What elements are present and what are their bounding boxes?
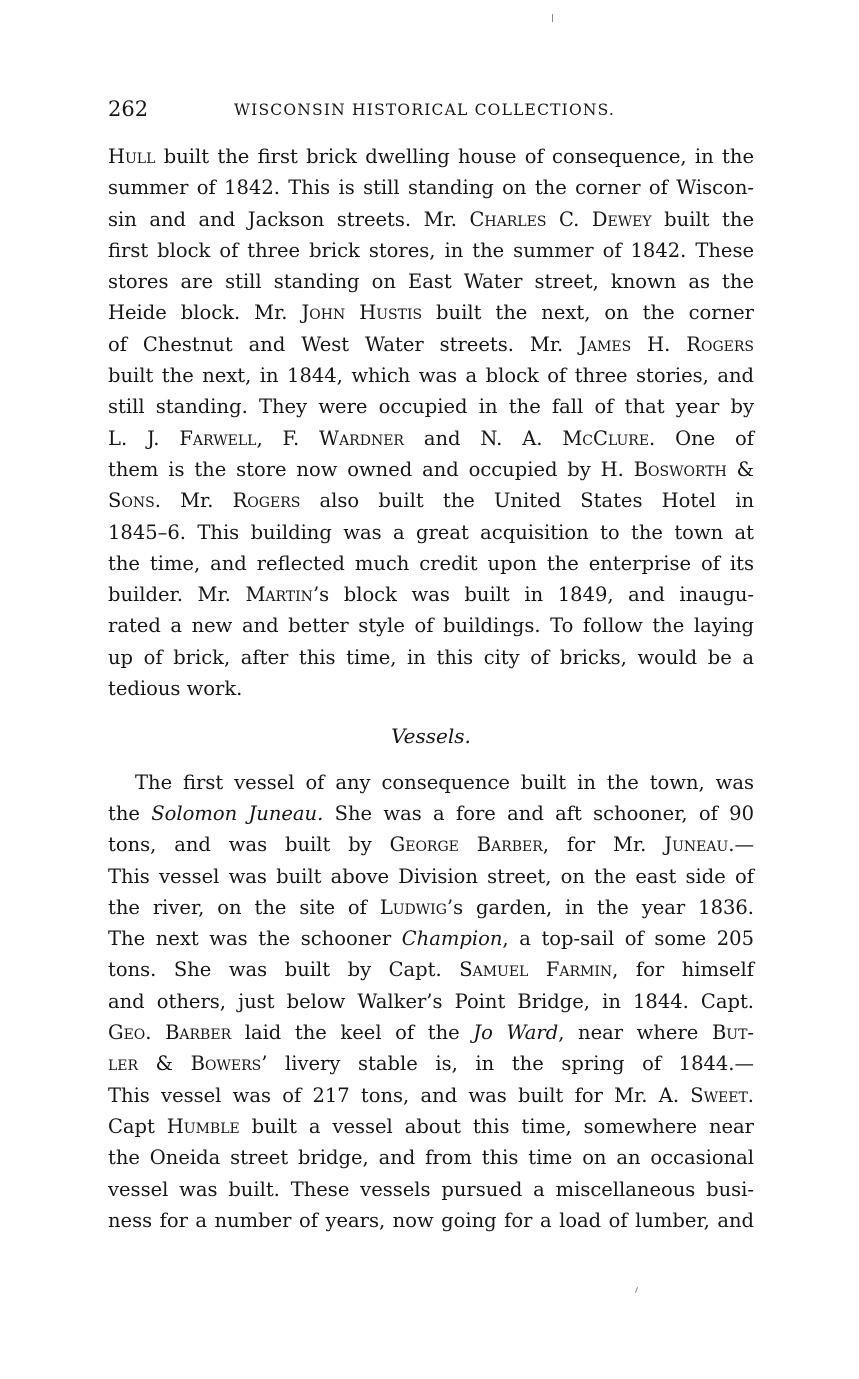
text-run: tons, and was built by bbox=[108, 833, 390, 857]
text-run: the Oneida street bridge, and from this time on an occasional bbox=[108, 1146, 754, 1170]
text-run: stores are still standing on East Water street, known as the bbox=[108, 270, 754, 294]
small-caps-name: But- bbox=[711, 1021, 755, 1045]
text-run: and N. A. bbox=[403, 426, 563, 450]
text-line bbox=[108, 360, 754, 391]
text-line bbox=[108, 954, 754, 985]
paragraph-buildings bbox=[108, 141, 754, 704]
small-caps-name: Farwell bbox=[179, 426, 257, 450]
small-caps-name: Sweet bbox=[690, 1083, 748, 1107]
text-line bbox=[108, 548, 754, 579]
text-line bbox=[108, 454, 754, 485]
text-run: the bbox=[108, 801, 152, 825]
text-line bbox=[108, 423, 754, 454]
text-run: , for Mr. bbox=[542, 833, 665, 857]
text-line bbox=[108, 235, 754, 266]
text-run: , F. bbox=[256, 426, 320, 450]
text-run: L. J. bbox=[108, 426, 180, 450]
text-run: laid the keel of the bbox=[231, 1021, 474, 1045]
text-line bbox=[108, 297, 754, 328]
text-run: still standing. They were occupied in the fall of that year by bbox=[108, 395, 754, 419]
small-caps-name: ler bbox=[108, 1052, 139, 1076]
text-run: built the next, in 1844, which was a block of three stories, and bbox=[108, 364, 754, 388]
text-line bbox=[108, 579, 754, 610]
running-head bbox=[108, 96, 754, 122]
section-heading-vessels: Vessels. bbox=[391, 724, 471, 749]
text-line bbox=[108, 485, 754, 516]
text-run: the time, and reflected much credit upon the enterprise of its bbox=[108, 551, 754, 575]
scan-mark bbox=[635, 1287, 638, 1293]
text-line bbox=[108, 391, 754, 422]
text-run: She was a fore and aft schooner, of 90 bbox=[323, 801, 754, 825]
text-run: rated a new and better style of buildings. To follow the laying bbox=[108, 614, 754, 638]
text-run: first block of three brick stores, in the summer of 1842. These bbox=[108, 238, 754, 262]
text-line bbox=[108, 1111, 754, 1142]
small-caps-name: George Barber bbox=[389, 833, 543, 857]
text-line bbox=[108, 861, 754, 892]
text-run: tedious work. bbox=[108, 677, 243, 701]
text-line bbox=[108, 610, 754, 641]
small-caps-name: Charles C. Dewey bbox=[469, 207, 652, 231]
page-body bbox=[108, 141, 754, 1236]
text-run: The next was the schooner bbox=[108, 927, 402, 951]
small-caps-name: Hull bbox=[108, 145, 156, 168]
text-run: , a top-sail of some 205 bbox=[502, 927, 754, 951]
text-run: and others, just below Walker’s Point Bridge, in 1844. Capt. bbox=[108, 989, 754, 1013]
text-line bbox=[108, 1142, 754, 1173]
text-run: of Chestnut and West Water streets. Mr. bbox=[108, 332, 580, 356]
text-run: Heide block. Mr. bbox=[108, 301, 302, 325]
text-line bbox=[108, 141, 754, 172]
text-line bbox=[108, 986, 754, 1017]
text-line bbox=[108, 1080, 754, 1111]
small-caps-name: Geo. Barber bbox=[108, 1021, 232, 1045]
text-run: ness for a number of years, now going for a load of lumber, and bbox=[108, 1208, 754, 1232]
small-caps-name: Bosworth bbox=[633, 457, 727, 481]
text-run: the river, on the site of bbox=[108, 895, 380, 919]
text-run: ’s block was built in 1849, and inaugu- bbox=[312, 583, 754, 607]
text-run: ’s garden, in the year 1836. bbox=[446, 895, 755, 919]
text-line bbox=[108, 1017, 754, 1048]
paragraph-vessels bbox=[108, 767, 754, 1236]
text-line bbox=[108, 642, 754, 673]
text-line bbox=[108, 172, 754, 203]
italic-vessel-name: Champion bbox=[401, 927, 503, 951]
small-caps-name: Juneau bbox=[664, 833, 729, 857]
text-run: . One of bbox=[649, 426, 754, 450]
text-run: , near where bbox=[558, 1021, 712, 1045]
text-run: built the first brick dwelling house of consequence, in the bbox=[155, 145, 754, 168]
small-caps-name: McClure bbox=[562, 426, 650, 450]
text-run: up of brick, after this time, in this city of bricks, would be a bbox=[108, 645, 754, 669]
text-run: tons. She was built by Capt. bbox=[108, 958, 460, 982]
small-caps-name: Sons bbox=[108, 489, 155, 513]
small-caps-name: James H. Rogers bbox=[579, 332, 755, 356]
text-run: Capt bbox=[108, 1114, 167, 1138]
text-line bbox=[108, 892, 754, 923]
text-run: 1845–6. This building was a great acquisition to the town at bbox=[108, 520, 754, 544]
text-line bbox=[108, 266, 754, 297]
text-line bbox=[108, 767, 754, 798]
text-run: . bbox=[747, 1083, 754, 1107]
text-line bbox=[108, 204, 754, 235]
small-caps-name: Wardner bbox=[319, 426, 404, 450]
text-run: summer of 1842. This is still standing on the corner of Wiscon- bbox=[108, 176, 754, 200]
text-line bbox=[108, 673, 754, 704]
text-line bbox=[108, 798, 754, 829]
text-line bbox=[108, 329, 754, 360]
text-run: also built the United States Hotel in bbox=[300, 489, 754, 513]
small-caps-name: Rogers bbox=[232, 489, 301, 513]
small-caps-name: Ludwig bbox=[379, 895, 447, 919]
text-run: built a vessel about this time, somewhere near bbox=[239, 1114, 754, 1138]
italic-vessel-name: Solomon Juneau. bbox=[151, 801, 324, 825]
text-run: sin and and Jackson streets. Mr. bbox=[108, 207, 470, 231]
text-line bbox=[108, 829, 754, 860]
text-line bbox=[108, 517, 754, 548]
scan-mark bbox=[552, 14, 553, 22]
text-run: .— bbox=[728, 833, 754, 857]
text-run: The first vessel of any consequence built in the town, was bbox=[135, 770, 754, 794]
text-run: builder. Mr. bbox=[108, 583, 246, 607]
text-run: & bbox=[138, 1052, 191, 1076]
text-run: . Mr. bbox=[154, 489, 233, 513]
page-number: 262 bbox=[108, 97, 149, 121]
small-caps-name: Bowers bbox=[190, 1052, 262, 1076]
text-line bbox=[108, 1048, 754, 1079]
text-line bbox=[108, 1174, 754, 1205]
text-run: vessel was built. These vessels pursued a miscellaneous busi- bbox=[108, 1177, 754, 1201]
small-caps-name: Martin bbox=[245, 583, 313, 607]
text-run: built the bbox=[651, 207, 754, 231]
italic-vessel-name: Jo Ward bbox=[473, 1021, 559, 1045]
text-run: This vessel was of 217 tons, and was built for Mr. A. bbox=[108, 1083, 691, 1107]
text-run: ’ livery stable is, in the spring of 1844.— bbox=[261, 1052, 754, 1076]
small-caps-name: Samuel Farmin bbox=[459, 958, 613, 982]
text-run: This vessel was built above Division street, on the east side of bbox=[108, 864, 754, 888]
text-run: built the next, on the corner bbox=[422, 301, 755, 325]
running-title: WISCONSIN HISTORICAL COLLECTIONS. bbox=[234, 101, 616, 119]
text-run: them is the store now owned and occupied by H. bbox=[108, 457, 634, 481]
text-line bbox=[108, 923, 754, 954]
text-line bbox=[108, 1205, 754, 1236]
text-run: , for himself bbox=[612, 958, 754, 982]
small-caps-name: Humble bbox=[166, 1114, 240, 1138]
text-run: & bbox=[726, 457, 754, 481]
small-caps-name: John Hustis bbox=[301, 301, 423, 325]
